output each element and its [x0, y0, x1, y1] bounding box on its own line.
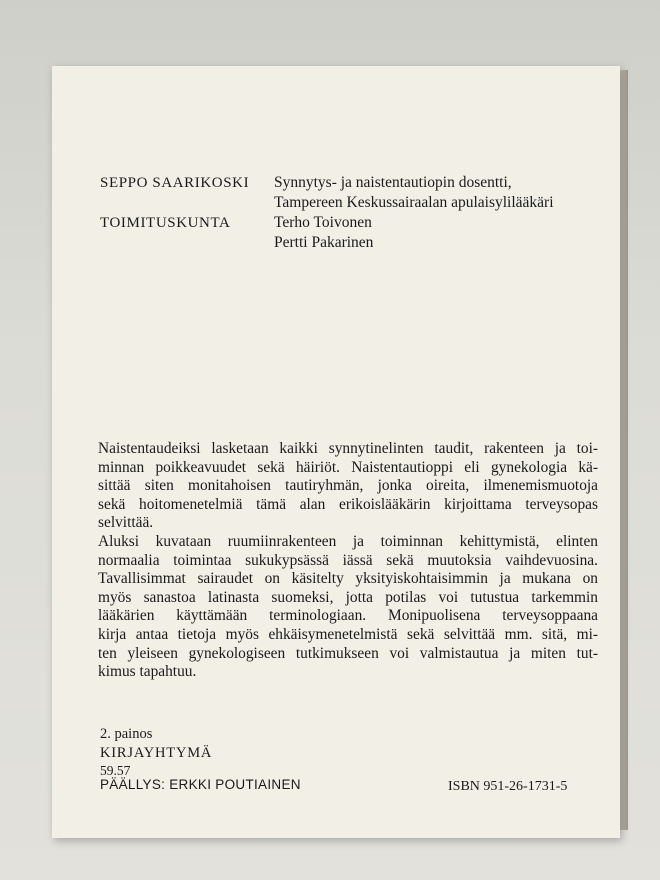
description: [98, 440, 598, 682]
editorial-member-1: Terho Toivonen: [274, 214, 372, 231]
publisher-code: 59.57: [100, 763, 131, 778]
author-title-line2: Tampereen Keskussairaalan apulaisylilääkäri: [274, 194, 554, 211]
editorial-label: TOIMITUSKUNTA: [100, 215, 231, 231]
author-title-line1: Synnytys- ja naistentautiopin dosentti,: [274, 174, 512, 191]
paragraph2-line: myös sanastoa latinasta suomeksi, jotta potilas voi tutustua tarkemmin: [98, 588, 598, 606]
edition: 2. painos: [100, 726, 153, 742]
author-name: SEPPO SAARIKOSKI: [100, 175, 250, 191]
book-back-cover: [52, 66, 620, 838]
editorial-member-2: Pertti Pakarinen: [274, 234, 374, 251]
paragraph2-line: Tavallisimmat sairaudet on käsitelty yksityiskohtaisimmin ja mukana on: [98, 570, 598, 588]
paragraph2-line: kimus tapahtuu.: [98, 663, 197, 681]
paragraph2-line: normaalia toimintaa sukukypsässä iässä sekä muutoksia vaihdevuosina.: [98, 551, 598, 569]
paragraph1-line: Naistentaudeiksi lasketaan kaikki synnytinelinten taudit, rakenteen ja toi-: [98, 440, 598, 457]
paragraph2-line: ten yleiseen gynekologiseen tutkimukseen voi valmistautua ja miten tut-: [98, 644, 598, 662]
paragraph1-line: selvittää.: [98, 514, 154, 532]
paragraph2-line: lääkärien käyttämään terminologiaan. Monipuolisena terveysoppaana: [98, 607, 598, 625]
paragraph1-line: sittää siten monitahoisen tautiryhmän, jonka oireita, ilmenemismuotoja: [98, 477, 598, 495]
description-paragraph-1: [98, 440, 598, 533]
paragraph2-line: Aluksi kuvataan ruumiinrakenteen ja toiminnan kehittymistä, elinten: [98, 532, 598, 550]
publisher: KIRJAYHTYMÄ: [100, 745, 213, 761]
description-paragraph-2: [98, 533, 598, 682]
isbn: ISBN 951-26-1731-5: [448, 779, 568, 794]
paragraph2-line: kirja antaa tietoja myös ehkäisymenetelmistä sekä selvittää mm. sitä, mi-: [98, 625, 598, 643]
paragraph1-line: sekä hoitomenetelmiä tämä alan erikoislääkärin kirjoittama terveysopas: [98, 495, 598, 513]
paragraph1-line: minnan poikkeavuudet sekä häiriöt. Naistentautioppi eli gynekologia kä-: [98, 458, 598, 476]
cover-credit: PÄÄLLYS: ERKKI POUTIAINEN: [100, 777, 301, 792]
